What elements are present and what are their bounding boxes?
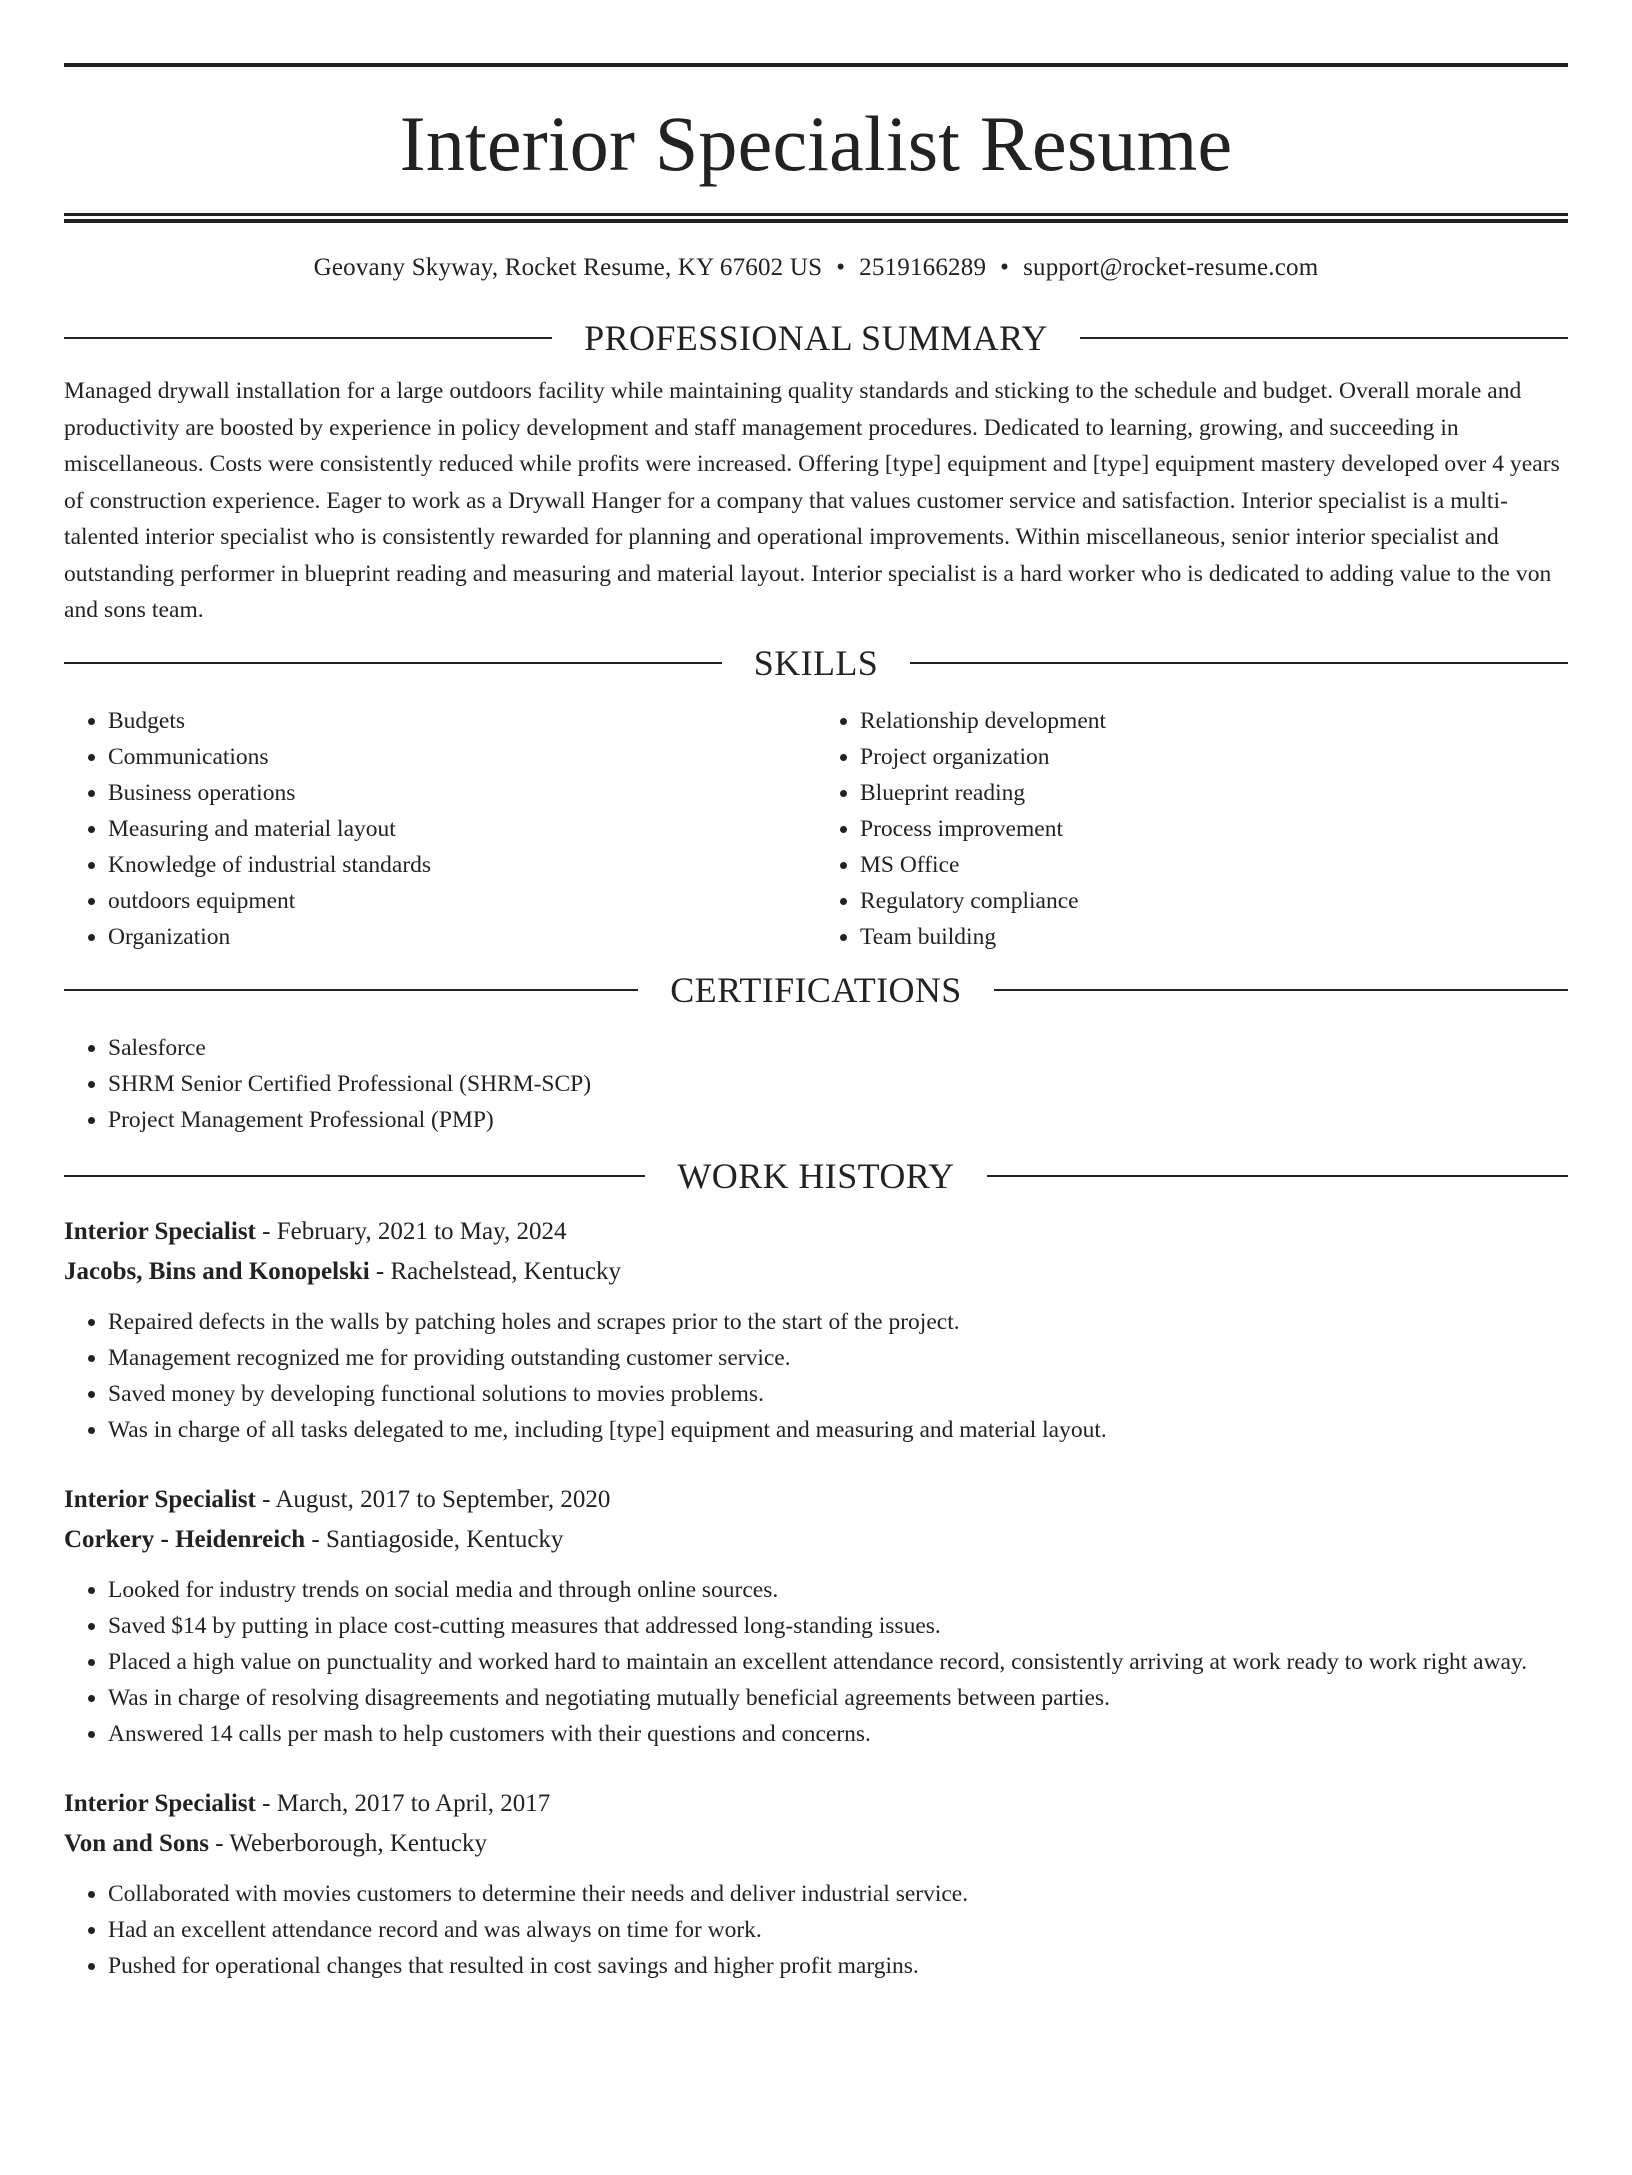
skill-item: • MS Office (860, 847, 1568, 883)
heading-rule-right (1080, 337, 1568, 339)
job-dates: February, 2021 to May, 2024 (276, 1217, 567, 1245)
heading-rule-right (994, 989, 1568, 991)
job-location: Santiagoside, Kentucky (325, 1525, 564, 1553)
job-title-line (64, 1480, 1568, 1520)
summary-text: Managed drywall installation for a large outdoors facility while maintaining quality standards and sticking to the schedule and budget. Overall morale and productivity are boosted by experience in policy development and staff management procedures. Dedicated to learning, growing, and succeeding in miscellaneous. Costs were consistently reduced while profits were increased. Offering [type] equipment and [type] equipment mastery developed over 4 years of construction experience. Eager to work as a Drywall Hanger for a company that values customer service and satisfaction. Interior specialist is a multi-talented interior specialist who is consistently rewarded for planning and operational improvements. Within miscellaneous, senior interior specialist and outstanding performer in blueprint reading and measuring and material layout. Interior specialist is a hard worker who is dedicated to adding value to the von and sons team. (64, 378, 1560, 623)
certification-item: • SHRM Senior Certified Professional (SHRM-SCP) (108, 1066, 1568, 1102)
job-dash: - (255, 1217, 277, 1245)
heading-rule-left (64, 662, 722, 664)
job-bullet: • Was in charge of resolving disagreements and negotiating mutually beneficial agreements between parties. (108, 1680, 1568, 1716)
certification-item: • Salesforce (108, 1030, 1568, 1066)
contact-separator: • (836, 254, 846, 281)
skills-column-right (816, 703, 1568, 955)
job-bullet: • Saved money by developing functional solutions to movies problems. (108, 1376, 1568, 1412)
certifications-heading-text: CERTIFICATIONS (670, 969, 962, 1010)
job-dash: - (369, 1257, 391, 1285)
work-history-heading (64, 1156, 1568, 1196)
job-title-line (64, 1212, 1568, 1252)
skills-column-left (64, 703, 816, 955)
job-bullet: • Pushed for operational changes that resulted in cost savings and higher profit margins. (108, 1948, 1568, 1984)
job-bullet: • Answered 14 calls per mash to help customers with their questions and concerns. (108, 1716, 1568, 1752)
job-dash: - (305, 1525, 326, 1553)
job-dates: August, 2017 to September, 2020 (275, 1485, 611, 1513)
certification-item: • Project Management Professional (PMP) (108, 1102, 1568, 1138)
job-company-line (64, 1520, 1568, 1560)
job-title: Interior Specialist (64, 1217, 256, 1245)
title-double-divider (64, 213, 1568, 223)
job-entry (64, 1480, 1568, 1752)
job-dash: - (255, 1485, 276, 1513)
summary-heading-text: PROFESSIONAL SUMMARY (584, 318, 1048, 358)
skill-item: • outdoors equipment (108, 883, 816, 919)
skill-item: • Project organization (860, 739, 1568, 775)
job-bullet: • Had an excellent attendance record and was always on time for work. (108, 1912, 1568, 1948)
skills-heading (64, 643, 1568, 683)
skill-item: • Communications (108, 739, 816, 775)
job-bullet: • Repaired defects in the walls by patching holes and scrapes prior to the start of the project. (108, 1304, 1568, 1340)
job-title: Interior Specialist (64, 1485, 256, 1513)
heading-rule-left (64, 989, 638, 991)
resume-title: Interior Specialist Resume (399, 100, 1233, 187)
job-bullet: • Looked for industry trends on social media and through online sources. (108, 1572, 1568, 1608)
heading-rule-right (910, 662, 1568, 664)
job-dates: March, 2017 to April, 2017 (276, 1789, 551, 1817)
skill-item: • Regulatory compliance (860, 883, 1568, 919)
skill-item: • Team building (860, 919, 1568, 955)
job-bullet: • Placed a high value on punctuality and worked hard to maintain an excellent attendance record, consistently arriving at work ready to work right away. (108, 1644, 1568, 1680)
contact-address: Geovany Skyway, Rocket Resume, KY 67602 US (313, 254, 823, 281)
heading-rule-left (64, 337, 552, 339)
job-company: Von and Sons (64, 1829, 210, 1857)
job-bullets (64, 1572, 1568, 1752)
contact-email: support@rocket-resume.com (1023, 254, 1319, 281)
summary-heading (64, 318, 1568, 358)
job-title: Interior Specialist (64, 1789, 256, 1817)
job-location: Weberborough, Kentucky (229, 1829, 488, 1857)
top-divider (64, 63, 1568, 67)
contact-line (64, 253, 1568, 283)
skill-item: • Organization (108, 919, 816, 955)
contact-separator: • (1000, 254, 1010, 281)
work-history-heading-text: WORK HISTORY (677, 1155, 955, 1196)
job-bullets (64, 1304, 1568, 1448)
job-location: Rachelstead, Kentucky (390, 1257, 621, 1285)
skill-item: • Relationship development (860, 703, 1568, 739)
job-entry (64, 1784, 1568, 1984)
heading-rule-right (987, 1175, 1568, 1177)
resume-page (0, 63, 1632, 2175)
skill-item: • Process improvement (860, 811, 1568, 847)
job-title-line (64, 1784, 1568, 1824)
skill-item: • Measuring and material layout (108, 811, 816, 847)
job-bullet: • Saved $14 by putting in place cost-cutting measures that addressed long-standing issues. (108, 1608, 1568, 1644)
job-dash: - (255, 1789, 277, 1817)
job-bullet: • Was in charge of all tasks delegated to me, including [type] equipment and measuring and material layout. (108, 1412, 1568, 1448)
job-bullets (64, 1876, 1568, 1984)
heading-rule-left (64, 1175, 645, 1177)
job-entry (64, 1212, 1568, 1448)
job-company-line (64, 1824, 1568, 1864)
skill-item: • Budgets (108, 703, 816, 739)
job-dash: - (209, 1829, 230, 1857)
skill-item: • Knowledge of industrial standards (108, 847, 816, 883)
skill-item: • Blueprint reading (860, 775, 1568, 811)
skills-list (64, 703, 1568, 955)
skill-item: • Business operations (108, 775, 816, 811)
job-company-line (64, 1252, 1568, 1292)
job-company: Jacobs, Bins and Konopelski (64, 1257, 370, 1285)
certifications-list (64, 1030, 1568, 1138)
job-bullet: • Management recognized me for providing outstanding customer service. (108, 1340, 1568, 1376)
skills-heading-text: SKILLS (753, 642, 879, 683)
job-bullet: • Collaborated with movies customers to determine their needs and deliver industrial service. (108, 1876, 1568, 1912)
job-company: Corkery - Heidenreich (64, 1525, 306, 1553)
certifications-heading (64, 970, 1568, 1010)
contact-phone: 2519166289 (859, 254, 987, 281)
